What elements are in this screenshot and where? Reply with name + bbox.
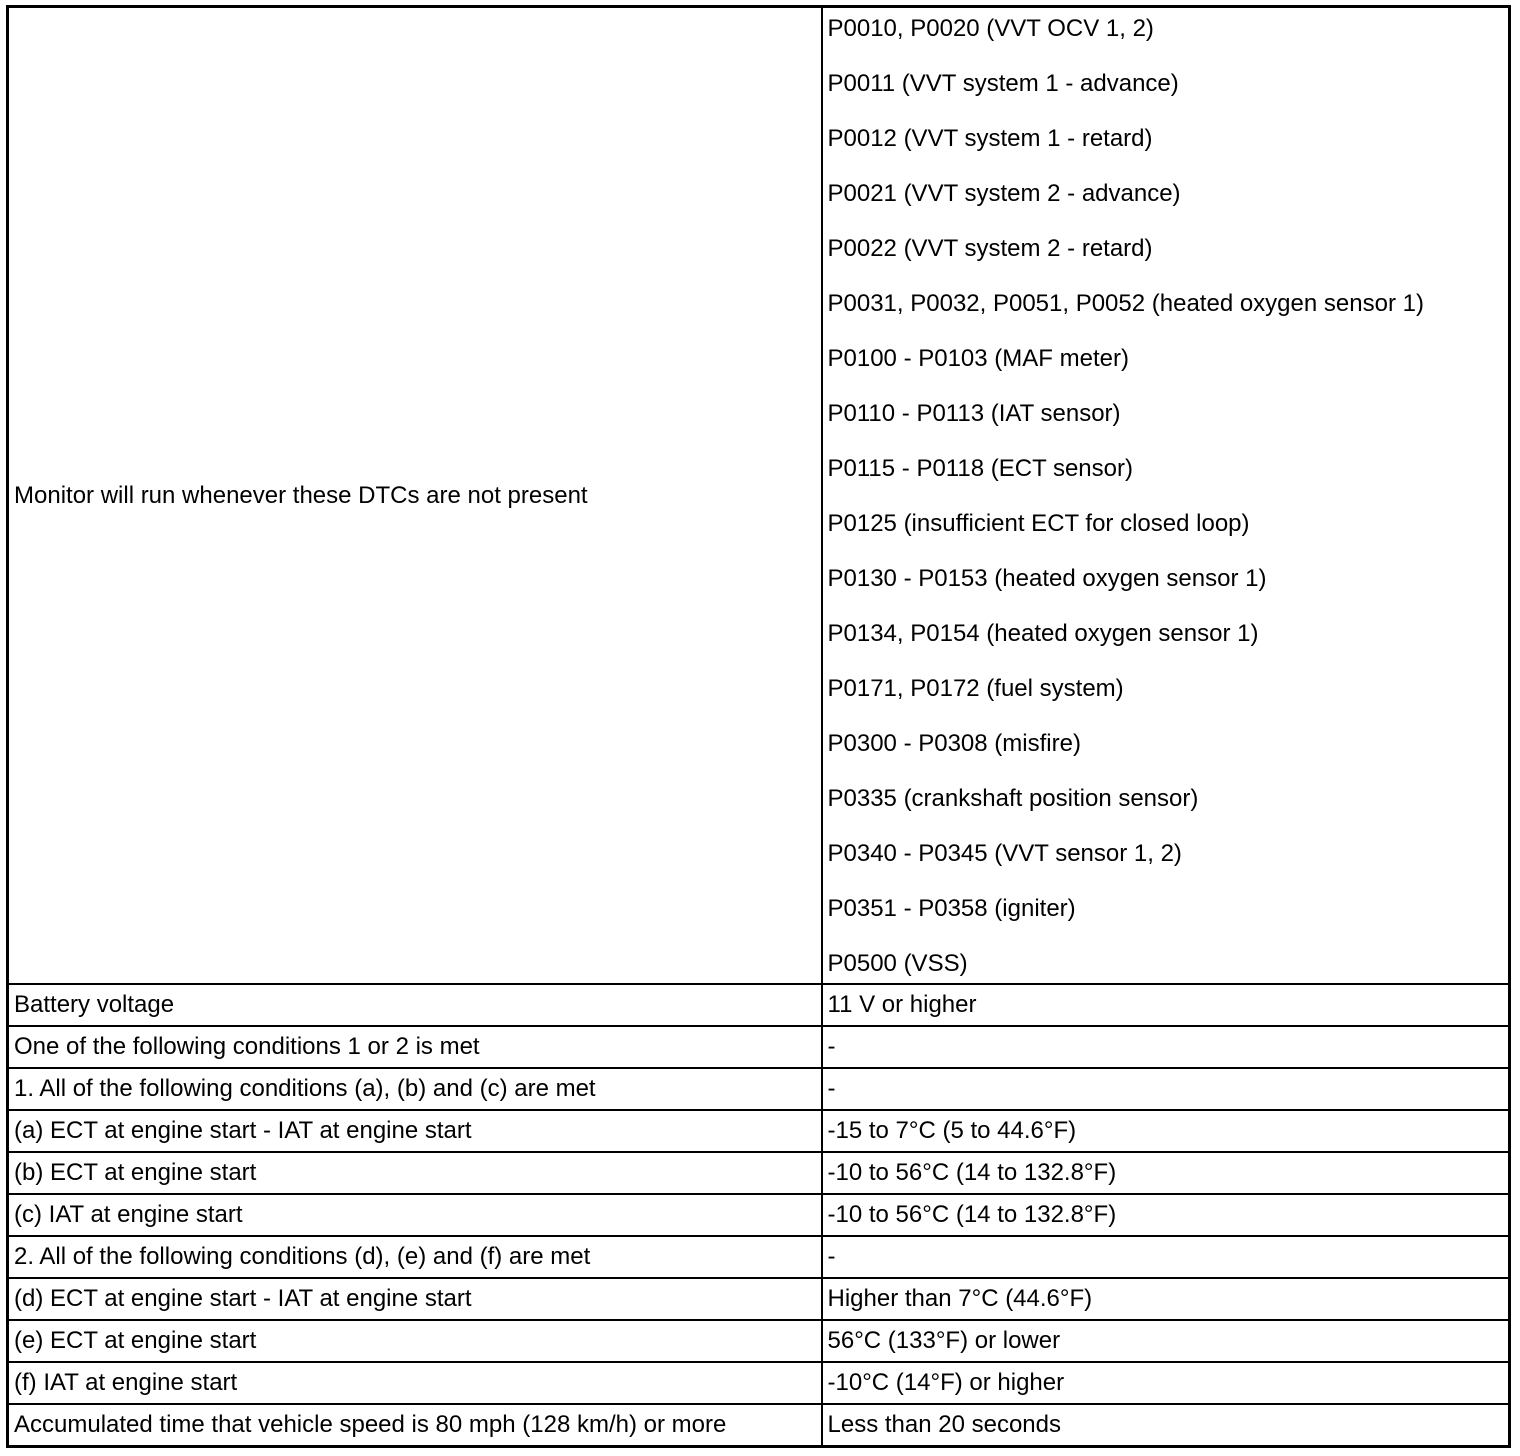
dtc-code: P0130 - P0153 (heated oxygen sensor 1)	[827, 565, 1267, 592]
dtc-code: P0011 (VVT system 1 - advance)	[827, 70, 1179, 97]
dtc-code: P0031, P0032, P0051, P0052 (heated oxygen sensor 1)	[827, 290, 1424, 317]
dtc-row	[8, 7, 1510, 985]
dtc-code: P0022 (VVT system 2 - retard)	[827, 235, 1153, 262]
dtc-code: P0500 (VSS)	[827, 950, 968, 977]
condition-label: One of the following conditions 1 or 2 is met	[8, 1026, 822, 1068]
dtc-code: P0012 (VVT system 1 - retard)	[827, 125, 1153, 152]
conditions-table	[6, 5, 1511, 1448]
dtc-code: P0171, P0172 (fuel system)	[827, 675, 1124, 702]
dtc-code: P0110 - P0113 (IAT sensor)	[827, 400, 1121, 427]
condition-value: Less than 20 seconds	[822, 1404, 1510, 1447]
condition-label: (b) ECT at engine start	[8, 1152, 822, 1194]
dtc-code: P0125 (insufficient ECT for closed loop)	[827, 510, 1250, 537]
table-row	[8, 1278, 1510, 1320]
condition-value: -15 to 7°C (5 to 44.6°F)	[822, 1110, 1510, 1152]
dtc-code: P0300 - P0308 (misfire)	[827, 730, 1081, 757]
table-row	[8, 1194, 1510, 1236]
dtc-code: P0335 (crankshaft position sensor)	[827, 785, 1199, 812]
table-row	[8, 1236, 1510, 1278]
condition-value: Higher than 7°C (44.6°F)	[822, 1278, 1510, 1320]
conditions-table-body	[8, 7, 1510, 1447]
condition-value: -10 to 56°C (14 to 132.8°F)	[822, 1194, 1510, 1236]
table-row	[8, 1404, 1510, 1447]
condition-label: 2. All of the following conditions (d), (e) and (f) are met	[8, 1236, 822, 1278]
condition-label: 1. All of the following conditions (a), (b) and (c) are met	[8, 1068, 822, 1110]
condition-label: (e) ECT at engine start	[8, 1320, 822, 1362]
condition-label: Accumulated time that vehicle speed is 80 mph (128 km/h) or more	[8, 1404, 822, 1447]
condition-value: -10 to 56°C (14 to 132.8°F)	[822, 1152, 1510, 1194]
dtc-code: P0351 - P0358 (igniter)	[827, 895, 1076, 922]
table-row	[8, 1068, 1510, 1110]
condition-label: (c) IAT at engine start	[8, 1194, 822, 1236]
dtc-label-cell: Monitor will run whenever these DTCs are not present	[8, 7, 822, 985]
condition-value: -	[822, 1236, 1510, 1278]
condition-value: 11 V or higher	[822, 984, 1510, 1026]
condition-label: (d) ECT at engine start - IAT at engine start	[8, 1278, 822, 1320]
dtc-code: P0134, P0154 (heated oxygen sensor 1)	[827, 620, 1259, 647]
table-row	[8, 1152, 1510, 1194]
condition-value: -	[822, 1068, 1510, 1110]
dtc-code: P0100 - P0103 (MAF meter)	[827, 345, 1129, 372]
table-row	[8, 1110, 1510, 1152]
dtc-code: P0340 - P0345 (VVT sensor 1, 2)	[827, 840, 1182, 867]
dtc-list-cell	[822, 7, 1510, 985]
condition-label: Battery voltage	[8, 984, 822, 1026]
condition-value: 56°C (133°F) or lower	[822, 1320, 1510, 1362]
dtc-code: P0115 - P0118 (ECT sensor)	[827, 455, 1133, 482]
table-row	[8, 1362, 1510, 1404]
dtc-code: P0021 (VVT system 2 - advance)	[827, 180, 1181, 207]
table-row	[8, 984, 1510, 1026]
condition-label: (a) ECT at engine start - IAT at engine start	[8, 1110, 822, 1152]
condition-label: (f) IAT at engine start	[8, 1362, 822, 1404]
condition-value: -10°C (14°F) or higher	[822, 1362, 1510, 1404]
dtc-code: P0010, P0020 (VVT OCV 1, 2)	[827, 15, 1154, 42]
condition-value: -	[822, 1026, 1510, 1068]
table-row	[8, 1026, 1510, 1068]
table-row	[8, 1320, 1510, 1362]
